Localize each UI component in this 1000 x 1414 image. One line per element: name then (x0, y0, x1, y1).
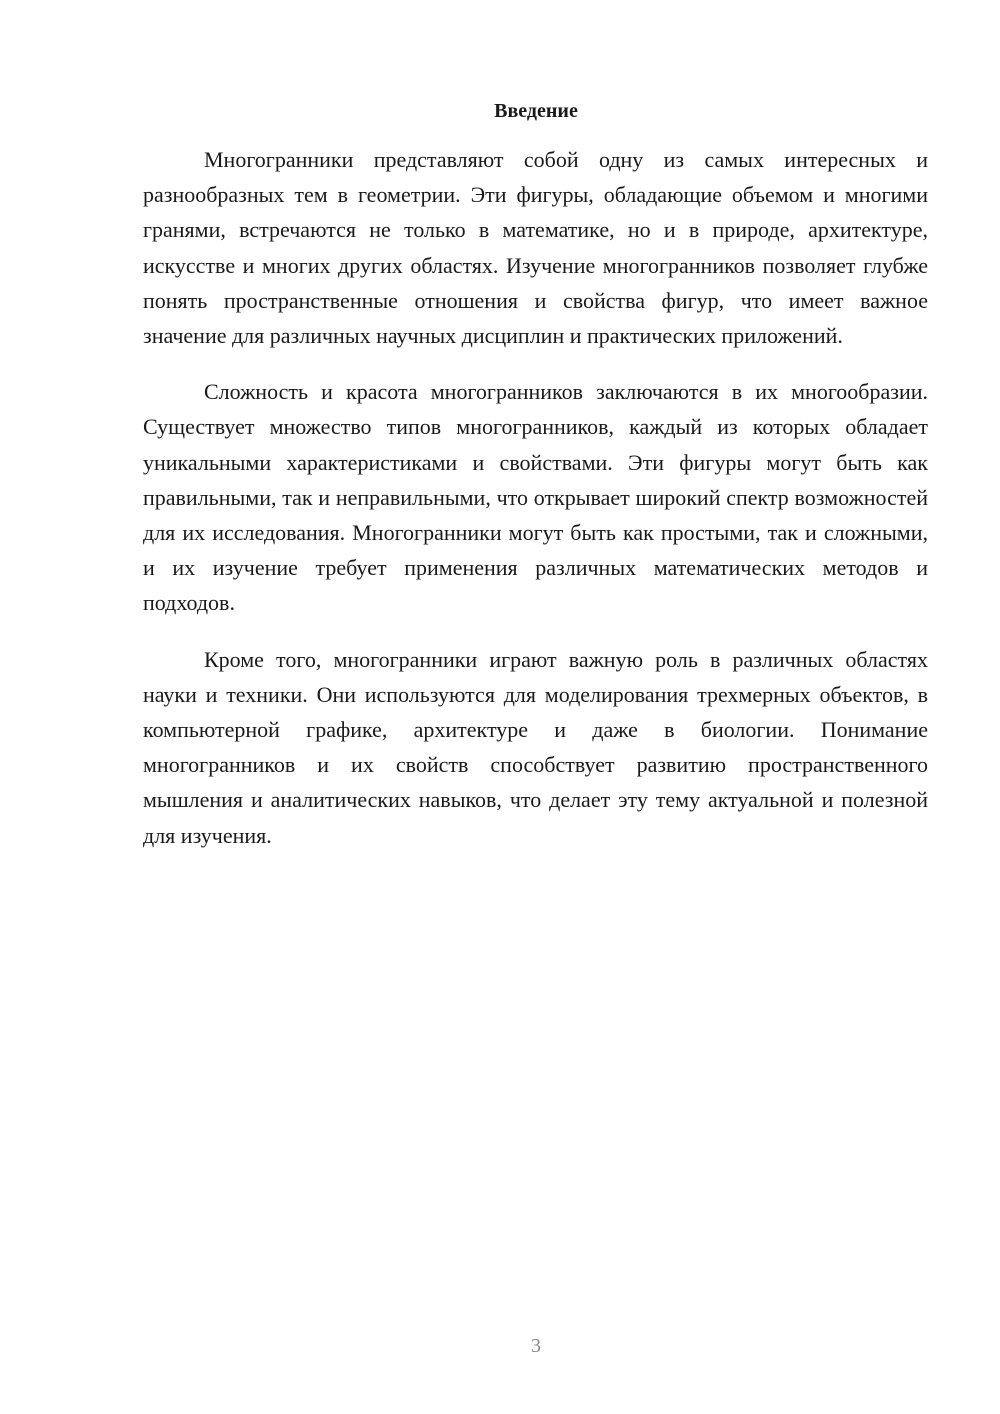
section-title: Введение (494, 100, 578, 122)
paragraph-1: Многогранники представляют собой одну из самых интересных и разнообразных тем в геометрии. Эти фигуры, обладающие объемом и многими гранями, встречаются не только в математике, но и в природе, архитектуре, искусстве и многих других областях. Изучение многогранников позволяет глубже понять пространственные отношения и свойства фигур, что имеет важное значение для различных научных дисциплин и практических приложений. (143, 147, 928, 349)
paragraph-2: Сложность и красота многогранников заключаются в их многообразии. Существует множество типов многогранников, каждый из которых обладает уникальными характеристиками и свойствами. Эти фигуры могут быть как правильными, так и неправильными, что открывает широкий спектр возможностей для их исследования. Многогранники могут быть как простыми, так и сложными, и их изучение требует применения различных математических методов и подходов. (143, 379, 928, 616)
page-number: 3 (531, 1335, 541, 1357)
paragraph-3: Кроме того, многогранники играют важную роль в различных областях науки и техники. Они используются для моделирования трехмерных объектов, в компьютерной графике, архитектуре и даже в биологии. Понимание многогранников и их свойств способствует развитию пространственного мышления и аналитических навыков, что делает эту тему актуальной и полезной для изучения. (143, 646, 928, 848)
body-text (143, 142, 928, 874)
